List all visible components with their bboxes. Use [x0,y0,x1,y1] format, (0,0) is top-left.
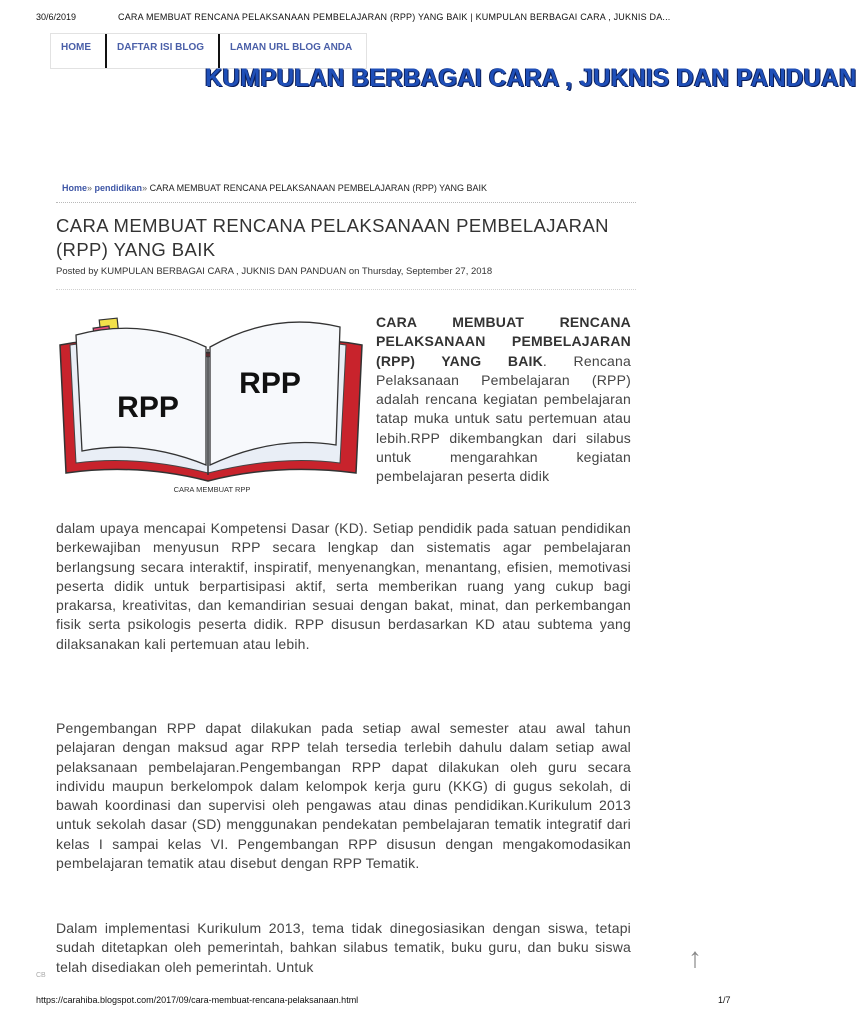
breadcrumb-home-link[interactable]: Home [62,183,88,193]
blog-banner-title[interactable]: KUMPULAN BERBAGAI CARA , JUKNIS DAN PANDUAN [205,64,857,93]
breadcrumb [62,183,487,193]
paragraph-text: dalam upaya mencapai Kompetensi Dasar (KD). Setiap pendidik pada satuan pendidikan berkewajiban menyusun RPP secara lengkap dan sistematis agar pembelajaran berlangsung secara interaktif, inspiratif, menyenangkan, menantang, efisien, memotivasi peserta didik untuk berpartisipasi aktif, serta memberikan ruang yang cukup bagi prakarsa, kreativitas, dan kemandirian sesuai dengan bakat, minat, dan perkembangan fisik serta psikologis peserta didik. RPP disusun berdasarkan KD atau subtema yang dilaksanakan kali pertemuan atau lebih. [56,520,631,652]
breadcrumb-separator: » [142,183,148,193]
book-right-page-text: RPP [239,367,301,400]
breadcrumb-category-link[interactable]: pendidikan [94,183,143,193]
print-date: 30/6/2019 [36,12,77,22]
breadcrumb-current: CARA MEMBUAT RENCANA PELAKSANAAN PEMBELAJARAN (RPP) YANG BAIK [149,183,488,193]
scroll-to-top-icon[interactable]: ↑ [688,942,702,973]
cb-badge: CB [36,972,46,979]
post-meta: Posted by KUMPULAN BERBAGAI CARA , JUKNIS DAN PANDUAN on Thursday, September 27, 2018 [56,266,493,277]
paragraph-text: Dalam implementasi Kurikulum 2013, tema tidak dinegosiasikan dengan siswa, tetapi sudah ditetapkan oleh pemerintah, bahkan silabus tematik, buku guru, dan buku siswa telah disediakan oleh pemerintah. Untuk [56,920,631,975]
nav-item-home[interactable]: HOME [51,34,107,68]
post-paragraph-2 [56,719,631,873]
nav-item-daftar-isi[interactable]: DAFTAR ISI BLOG [107,34,220,68]
book-left-page-text: RPP [117,391,179,424]
post-paragraph-3 [56,919,631,977]
image-caption: CARA MEMBUAT RPP [173,485,251,494]
print-footer [0,992,768,1024]
post-lead-paragraph [376,313,631,487]
post-title: CARA MEMBUAT RENCANA PELAKSANAAN PEMBELAJARAN (RPP) YANG BAIK [56,215,609,260]
print-doc-title: CARA MEMBUAT RENCANA PELAKSANAAN PEMBELAJARAN (RPP) YANG BAIK | KUMPULAN BERBAGAI CARA , JUKNIS DA... [118,12,671,22]
open-book-illustration [56,305,368,485]
print-url: https://carahiba.blogspot.com/2017/09/cara-membuat-rencana-pelaksanaan.html [36,995,359,1005]
post-meta-divider [56,289,636,290]
post-paragraph-1 [56,519,631,654]
breadcrumb-separator: » [87,183,93,193]
breadcrumb-divider [56,202,636,203]
post-lead-text: . Rencana Pelaksanaan Pembelajaran (RPP) adalah rencana kegiatan pembelajaran tatap muka untuk satu pertemuan atau lebih.RPP dikembangkan dari silabus untuk mengarahkan kegiatan pembelajaran peserta didik [376,352,631,485]
paragraph-text: Pengembangan RPP dapat dilakukan pada setiap awal semester atau awal tahun pelajaran dengan maksud agar RPP telah tersedia terlebih dahulu dalam setiap awal pelaksanaan pembelajaran.Pengembangan RPP dapat dilakukan oleh guru secara individu maupun berkelompok dalam kelompok kerja guru (KKG) di gugus sekolah, di bawah koordinasi dan supervisi oleh pengawas atau dinas pendidikan.Kurikulum 2013 untuk sekolah dasar (SD) menggunakan pendekatan pembelajaran tematik integratif dari kelas I sampai kelas VI. Pengembangan RPP disusun dengan mengakomodasikan pembelajaran tematik atau disebut dengan RPP Tematik. [56,720,631,872]
post-image[interactable] [56,305,368,505]
print-header [0,0,768,24]
print-page-number: 1/7 [718,995,731,1005]
nav-item-laman-url[interactable]: LAMAN URL BLOG ANDA [220,34,367,68]
post-lead-bold: CARA MEMBUAT RENCANA PELAKSANAAN PEMBELAJARAN (RPP) YANG BAIK [376,314,631,369]
